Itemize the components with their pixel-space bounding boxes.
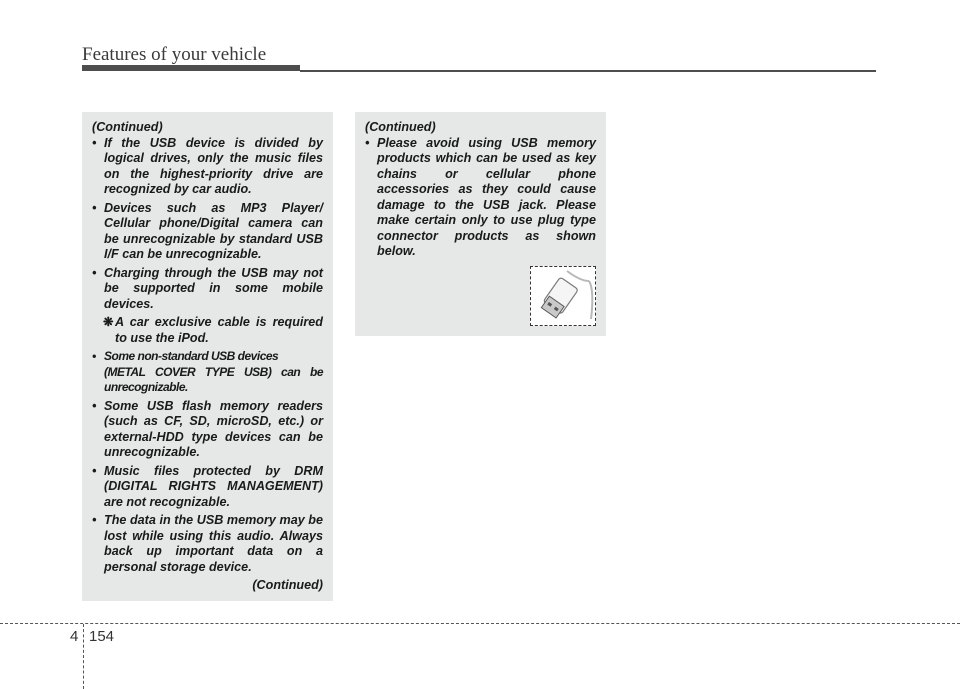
list-item: • Charging through the USB may not be supported in some mobile devices. — [92, 265, 323, 311]
chapter-number: 4 — [70, 628, 79, 645]
header-bar — [82, 65, 300, 71]
list-item: • The data in the USB memory may be lost while using this audio. Always back up important data on a personal storage device. — [92, 513, 323, 574]
list-item: • Devices such as MP3 Player/ Cellular phone/Digital camera can be unrecognizable by standard USB I/F can be unrecognizable. — [92, 200, 323, 261]
list-item: • Please avoid using USB memory products which can be used as key chains or cellular phone accessories as they could cause damage to the USB jack. Please make certain only to use plug type connector products as shown below. — [365, 135, 596, 258]
list-item: • Music files protected by DRM (DIGITAL RIGHTS MANAGEMENT) are not recognizable. — [92, 463, 323, 509]
bullet-icon: • — [92, 398, 97, 413]
continued-label: (Continued) — [252, 578, 323, 592]
note-mark-icon: ❋ — [103, 315, 114, 329]
bullet-icon: • — [92, 513, 97, 527]
bullet-icon: • — [92, 135, 97, 150]
list-item: • If the USB device is divided by logical drives, only the music files on the highest-priority drive are recognized by car audio. — [92, 135, 323, 196]
bullet-icon: • — [365, 135, 370, 150]
bullet-icon: • — [92, 200, 97, 215]
note-item: ❋A car exclusive cable is required to use the iPod. — [103, 315, 323, 345]
continued-label: (Continued) — [92, 120, 163, 134]
page-header-title: Features of your vehicle — [82, 44, 267, 65]
bullet-icon: • — [92, 463, 97, 478]
list-item: • Some non-standard USB devices (METAL COVER TYPE USB) can be unrecognizable. — [92, 349, 323, 394]
footer-divider — [83, 624, 84, 689]
header-rule — [300, 70, 876, 72]
list-item: • Some USB flash memory readers (such as CF, SD, microSD, etc.) or external-HDD type devices can be unrecognizable. — [92, 398, 323, 459]
page-number: 154 — [89, 628, 115, 645]
usb-plug-icon — [531, 267, 595, 325]
footer-rule — [0, 623, 960, 624]
usb-plug-figure — [530, 266, 596, 326]
continued-label: (Continued) — [365, 120, 436, 134]
bullet-icon: • — [92, 349, 96, 363]
bullet-icon: • — [92, 265, 97, 280]
left-text-panel — [82, 112, 333, 601]
